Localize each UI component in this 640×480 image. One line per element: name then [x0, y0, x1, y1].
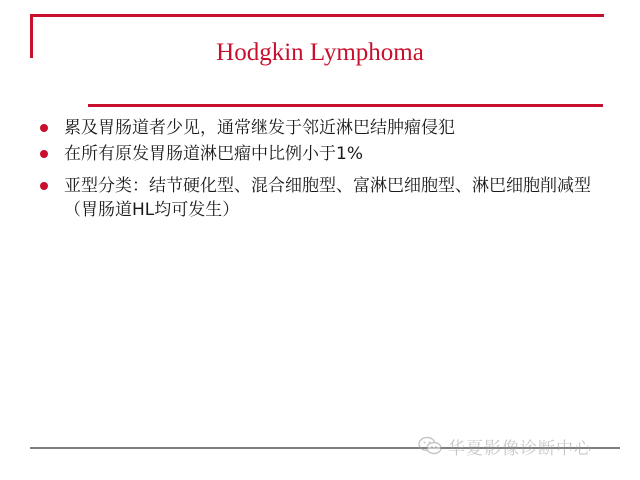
bullet-list [40, 116, 610, 224]
bullet-dot-icon [40, 150, 48, 158]
slide-title: Hodgkin Lymphoma [216, 39, 424, 66]
watermark-text: 华夏影像诊断中心 [448, 438, 592, 459]
frame-top-line [30, 14, 604, 17]
bullet-text: 累及胃肠道者少见，通常继发于邻近淋巴结肿瘤侵犯 [64, 118, 455, 138]
bullet-text: 在所有原发胃肠道淋巴瘤中比例小于1% [64, 144, 363, 164]
title-underline [88, 104, 603, 107]
bullet-dot-icon [40, 124, 48, 132]
watermark [418, 432, 628, 460]
wechat-icon [418, 436, 442, 456]
bullet-item [40, 174, 610, 222]
bullet-item [40, 116, 610, 140]
bullet-dot-icon [40, 182, 48, 190]
bullet-text: 亚型分类：结节硬化型、混合细胞型、富淋巴细胞型、淋巴细胞削减型（胃肠道HL均可发生） [64, 176, 591, 220]
bullet-item [40, 142, 610, 166]
